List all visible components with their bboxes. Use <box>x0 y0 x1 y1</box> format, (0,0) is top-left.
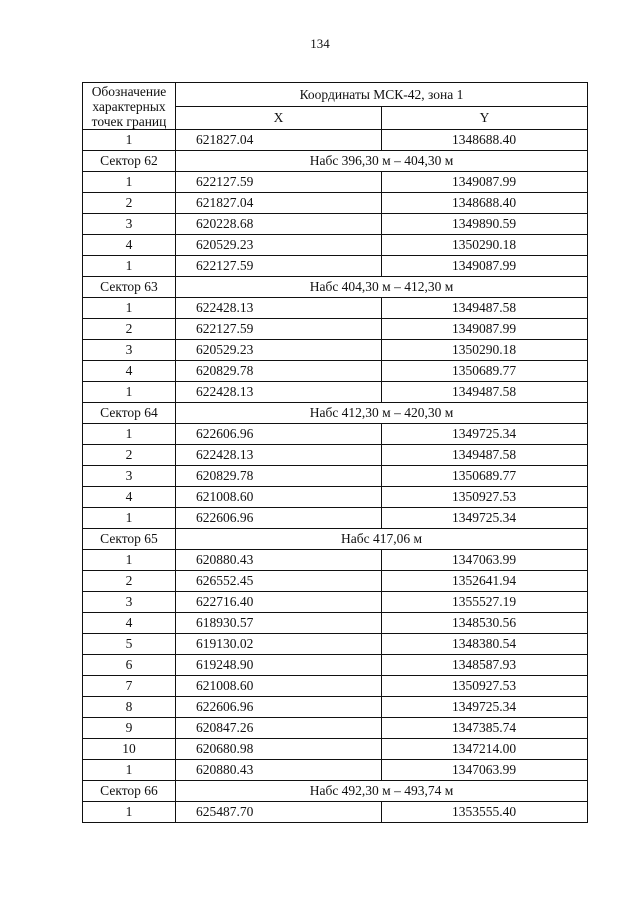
sector-height: Набс 417,06 м <box>176 529 588 550</box>
x-coordinate: 622127.59 <box>176 319 382 340</box>
table-row <box>83 718 588 739</box>
x-coordinate: 622606.96 <box>176 508 382 529</box>
table-row <box>83 445 588 466</box>
table-row <box>83 592 588 613</box>
sector-name: Сектор 65 <box>83 529 176 550</box>
x-coordinate: 622428.13 <box>176 298 382 319</box>
x-coordinate: 621827.04 <box>176 193 382 214</box>
y-coordinate: 1355527.19 <box>382 592 588 613</box>
point-number: 4 <box>83 487 176 508</box>
y-coordinate: 1349087.99 <box>382 256 588 277</box>
x-coordinate: 622716.40 <box>176 592 382 613</box>
y-coordinate: 1349087.99 <box>382 319 588 340</box>
table-row <box>83 361 588 382</box>
point-number: 1 <box>83 550 176 571</box>
y-coordinate: 1349725.34 <box>382 697 588 718</box>
point-number: 4 <box>83 361 176 382</box>
table-row <box>83 802 588 823</box>
point-number: 4 <box>83 235 176 256</box>
sector-height: Набс 396,30 м – 404,30 м <box>176 151 588 172</box>
y-coordinate: 1349890.59 <box>382 214 588 235</box>
point-designation-header: Обозначение характерных точек границ <box>83 83 176 130</box>
x-coordinate: 622606.96 <box>176 424 382 445</box>
y-coordinate: 1353555.40 <box>382 802 588 823</box>
point-number: 10 <box>83 739 176 760</box>
point-number: 1 <box>83 130 176 151</box>
table-row <box>83 487 588 508</box>
table-row <box>83 676 588 697</box>
point-number: 1 <box>83 256 176 277</box>
sector-height: Набс 492,30 м – 493,74 м <box>176 781 588 802</box>
x-coordinate: 622127.59 <box>176 172 382 193</box>
x-coordinate: 620880.43 <box>176 760 382 781</box>
table-row <box>83 466 588 487</box>
point-number: 1 <box>83 382 176 403</box>
table-row <box>83 235 588 256</box>
point-number: 1 <box>83 298 176 319</box>
x-coordinate: 620228.68 <box>176 214 382 235</box>
x-coordinate: 622428.13 <box>176 382 382 403</box>
table-row <box>83 613 588 634</box>
table-row <box>83 298 588 319</box>
point-number: 4 <box>83 613 176 634</box>
x-coordinate: 621827.04 <box>176 130 382 151</box>
x-coordinate: 618930.57 <box>176 613 382 634</box>
table-row <box>83 382 588 403</box>
sector-name: Сектор 66 <box>83 781 176 802</box>
x-coordinate: 620680.98 <box>176 739 382 760</box>
sector-row <box>83 781 588 802</box>
point-number: 2 <box>83 571 176 592</box>
sector-name: Сектор 64 <box>83 403 176 424</box>
table-row <box>83 550 588 571</box>
y-coordinate: 1350927.53 <box>382 676 588 697</box>
x-coordinate: 622127.59 <box>176 256 382 277</box>
point-number: 7 <box>83 676 176 697</box>
y-coordinate: 1347063.99 <box>382 760 588 781</box>
point-number: 5 <box>83 634 176 655</box>
y-coordinate: 1350290.18 <box>382 340 588 361</box>
table-row <box>83 319 588 340</box>
y-coordinate: 1348587.93 <box>382 655 588 676</box>
y-coordinate: 1350689.77 <box>382 466 588 487</box>
coordinates-table <box>82 82 588 823</box>
table-header-row <box>83 83 588 107</box>
y-column-header: Y <box>382 107 588 130</box>
table-row <box>83 655 588 676</box>
y-coordinate: 1347385.74 <box>382 718 588 739</box>
x-coordinate: 620880.43 <box>176 550 382 571</box>
table-row <box>83 172 588 193</box>
point-number: 6 <box>83 655 176 676</box>
sector-row <box>83 277 588 298</box>
point-number: 3 <box>83 214 176 235</box>
x-coordinate: 625487.70 <box>176 802 382 823</box>
x-coordinate: 621008.60 <box>176 676 382 697</box>
sector-name: Сектор 62 <box>83 151 176 172</box>
point-number: 3 <box>83 592 176 613</box>
y-coordinate: 1348688.40 <box>382 193 588 214</box>
point-number: 2 <box>83 193 176 214</box>
point-number: 9 <box>83 718 176 739</box>
table-row <box>83 634 588 655</box>
y-coordinate: 1349487.58 <box>382 298 588 319</box>
point-number: 2 <box>83 319 176 340</box>
x-coordinate: 621008.60 <box>176 487 382 508</box>
y-coordinate: 1348530.56 <box>382 613 588 634</box>
y-coordinate: 1350689.77 <box>382 361 588 382</box>
y-coordinate: 1347063.99 <box>382 550 588 571</box>
table-row <box>83 739 588 760</box>
point-number: 3 <box>83 340 176 361</box>
y-coordinate: 1349487.58 <box>382 445 588 466</box>
table-row <box>83 424 588 445</box>
table-row <box>83 193 588 214</box>
x-coordinate: 620829.78 <box>176 361 382 382</box>
point-number: 1 <box>83 760 176 781</box>
sector-name: Сектор 63 <box>83 277 176 298</box>
y-coordinate: 1349725.34 <box>382 424 588 445</box>
x-coordinate: 620529.23 <box>176 340 382 361</box>
table-row <box>83 340 588 361</box>
sector-height: Набс 404,30 м – 412,30 м <box>176 277 588 298</box>
x-coordinate: 622428.13 <box>176 445 382 466</box>
point-number: 1 <box>83 424 176 445</box>
y-coordinate: 1348688.40 <box>382 130 588 151</box>
y-coordinate: 1352641.94 <box>382 571 588 592</box>
table-row <box>83 214 588 235</box>
x-coordinate: 619130.02 <box>176 634 382 655</box>
page-number: 134 <box>310 36 330 51</box>
sector-row <box>83 529 588 550</box>
y-coordinate: 1349487.58 <box>382 382 588 403</box>
x-column-header: X <box>176 107 382 130</box>
y-coordinate: 1349087.99 <box>382 172 588 193</box>
y-coordinate: 1348380.54 <box>382 634 588 655</box>
sector-height: Набс 412,30 м – 420,30 м <box>176 403 588 424</box>
x-coordinate: 620529.23 <box>176 235 382 256</box>
point-number: 3 <box>83 466 176 487</box>
y-coordinate: 1350290.18 <box>382 235 588 256</box>
coordinate-system-header: Координаты МСК-42, зона 1 <box>176 83 588 107</box>
x-coordinate: 622606.96 <box>176 697 382 718</box>
y-coordinate: 1350927.53 <box>382 487 588 508</box>
x-coordinate: 626552.45 <box>176 571 382 592</box>
table-row <box>83 508 588 529</box>
table-row <box>83 256 588 277</box>
table-row <box>83 571 588 592</box>
table-row <box>83 697 588 718</box>
table-row <box>83 760 588 781</box>
table-row <box>83 130 588 151</box>
x-coordinate: 619248.90 <box>176 655 382 676</box>
point-number: 1 <box>83 802 176 823</box>
y-coordinate: 1349725.34 <box>382 508 588 529</box>
x-coordinate: 620847.26 <box>176 718 382 739</box>
sector-row <box>83 403 588 424</box>
point-number: 1 <box>83 508 176 529</box>
sector-row <box>83 151 588 172</box>
point-number: 2 <box>83 445 176 466</box>
point-number: 1 <box>83 172 176 193</box>
point-number: 8 <box>83 697 176 718</box>
x-coordinate: 620829.78 <box>176 466 382 487</box>
y-coordinate: 1347214.00 <box>382 739 588 760</box>
